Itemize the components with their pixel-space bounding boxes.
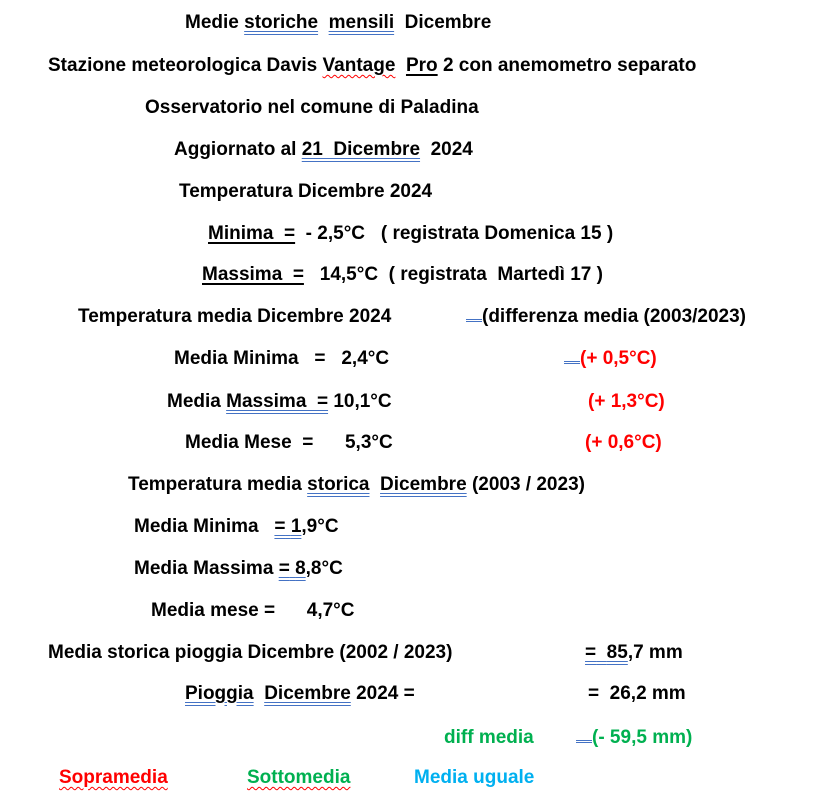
updated-line: Aggiornato al 21 Dicembre 2024 [174,139,473,160]
mean-month-label: Media Mese = 5,3°C [185,432,393,453]
mean-max-label: Media Massima = 10,1°C [167,391,392,412]
rain-current-label: Pioggia Dicembre 2024 = [185,683,415,704]
mean-min-label: Media Minima = 2,4°C [174,348,390,369]
mean-min-diff: (+ 0,5°C) [564,347,657,371]
legend-above: Sopramedia [59,767,168,788]
page-title: Medie storiche mensili Dicembre [185,12,492,33]
rain-historic-label: Media storica pioggia Dicembre (2002 / 2023) [48,642,453,663]
historic-heading: Temperatura media storica Dicembre (2003 / 2023) [128,474,585,495]
station-line: Stazione meteorologica Davis Vantage Pro 2 con anemometro separato [48,55,697,76]
diff-heading: (differenza media (2003/2023) [466,305,746,329]
rain-diff-value: (- 59,5 mm) [576,726,692,750]
legend-equal: Media uguale [414,767,535,788]
current-min-line: Minima = - 2,5°C ( registrata Domenica 15 ) [208,223,614,244]
current-max-line: Massima = 14,5°C ( registrata Martedì 17 ) [202,264,603,285]
mean-month-diff: (+ 0,6°C) [585,432,662,453]
rain-historic-value: = 85,7 mm [585,642,683,663]
current-temp-heading: Temperatura Dicembre 2024 [179,181,433,202]
rain-current-value: = 26,2 mm [588,683,686,704]
historic-month-line: Media mese = 4,7°C [151,600,355,621]
historic-min-line: Media Minima = 1,9°C [134,516,339,537]
observatory-line: Osservatorio nel comune di Paladina [145,97,479,118]
mean-max-diff: (+ 1,3°C) [588,391,665,412]
current-mean-heading: Temperatura media Dicembre 2024 [78,306,392,327]
legend-below: Sottomedia [247,767,351,788]
rain-diff-label: diff media [444,727,534,748]
historic-max-line: Media Massima = 8,8°C [134,558,343,579]
